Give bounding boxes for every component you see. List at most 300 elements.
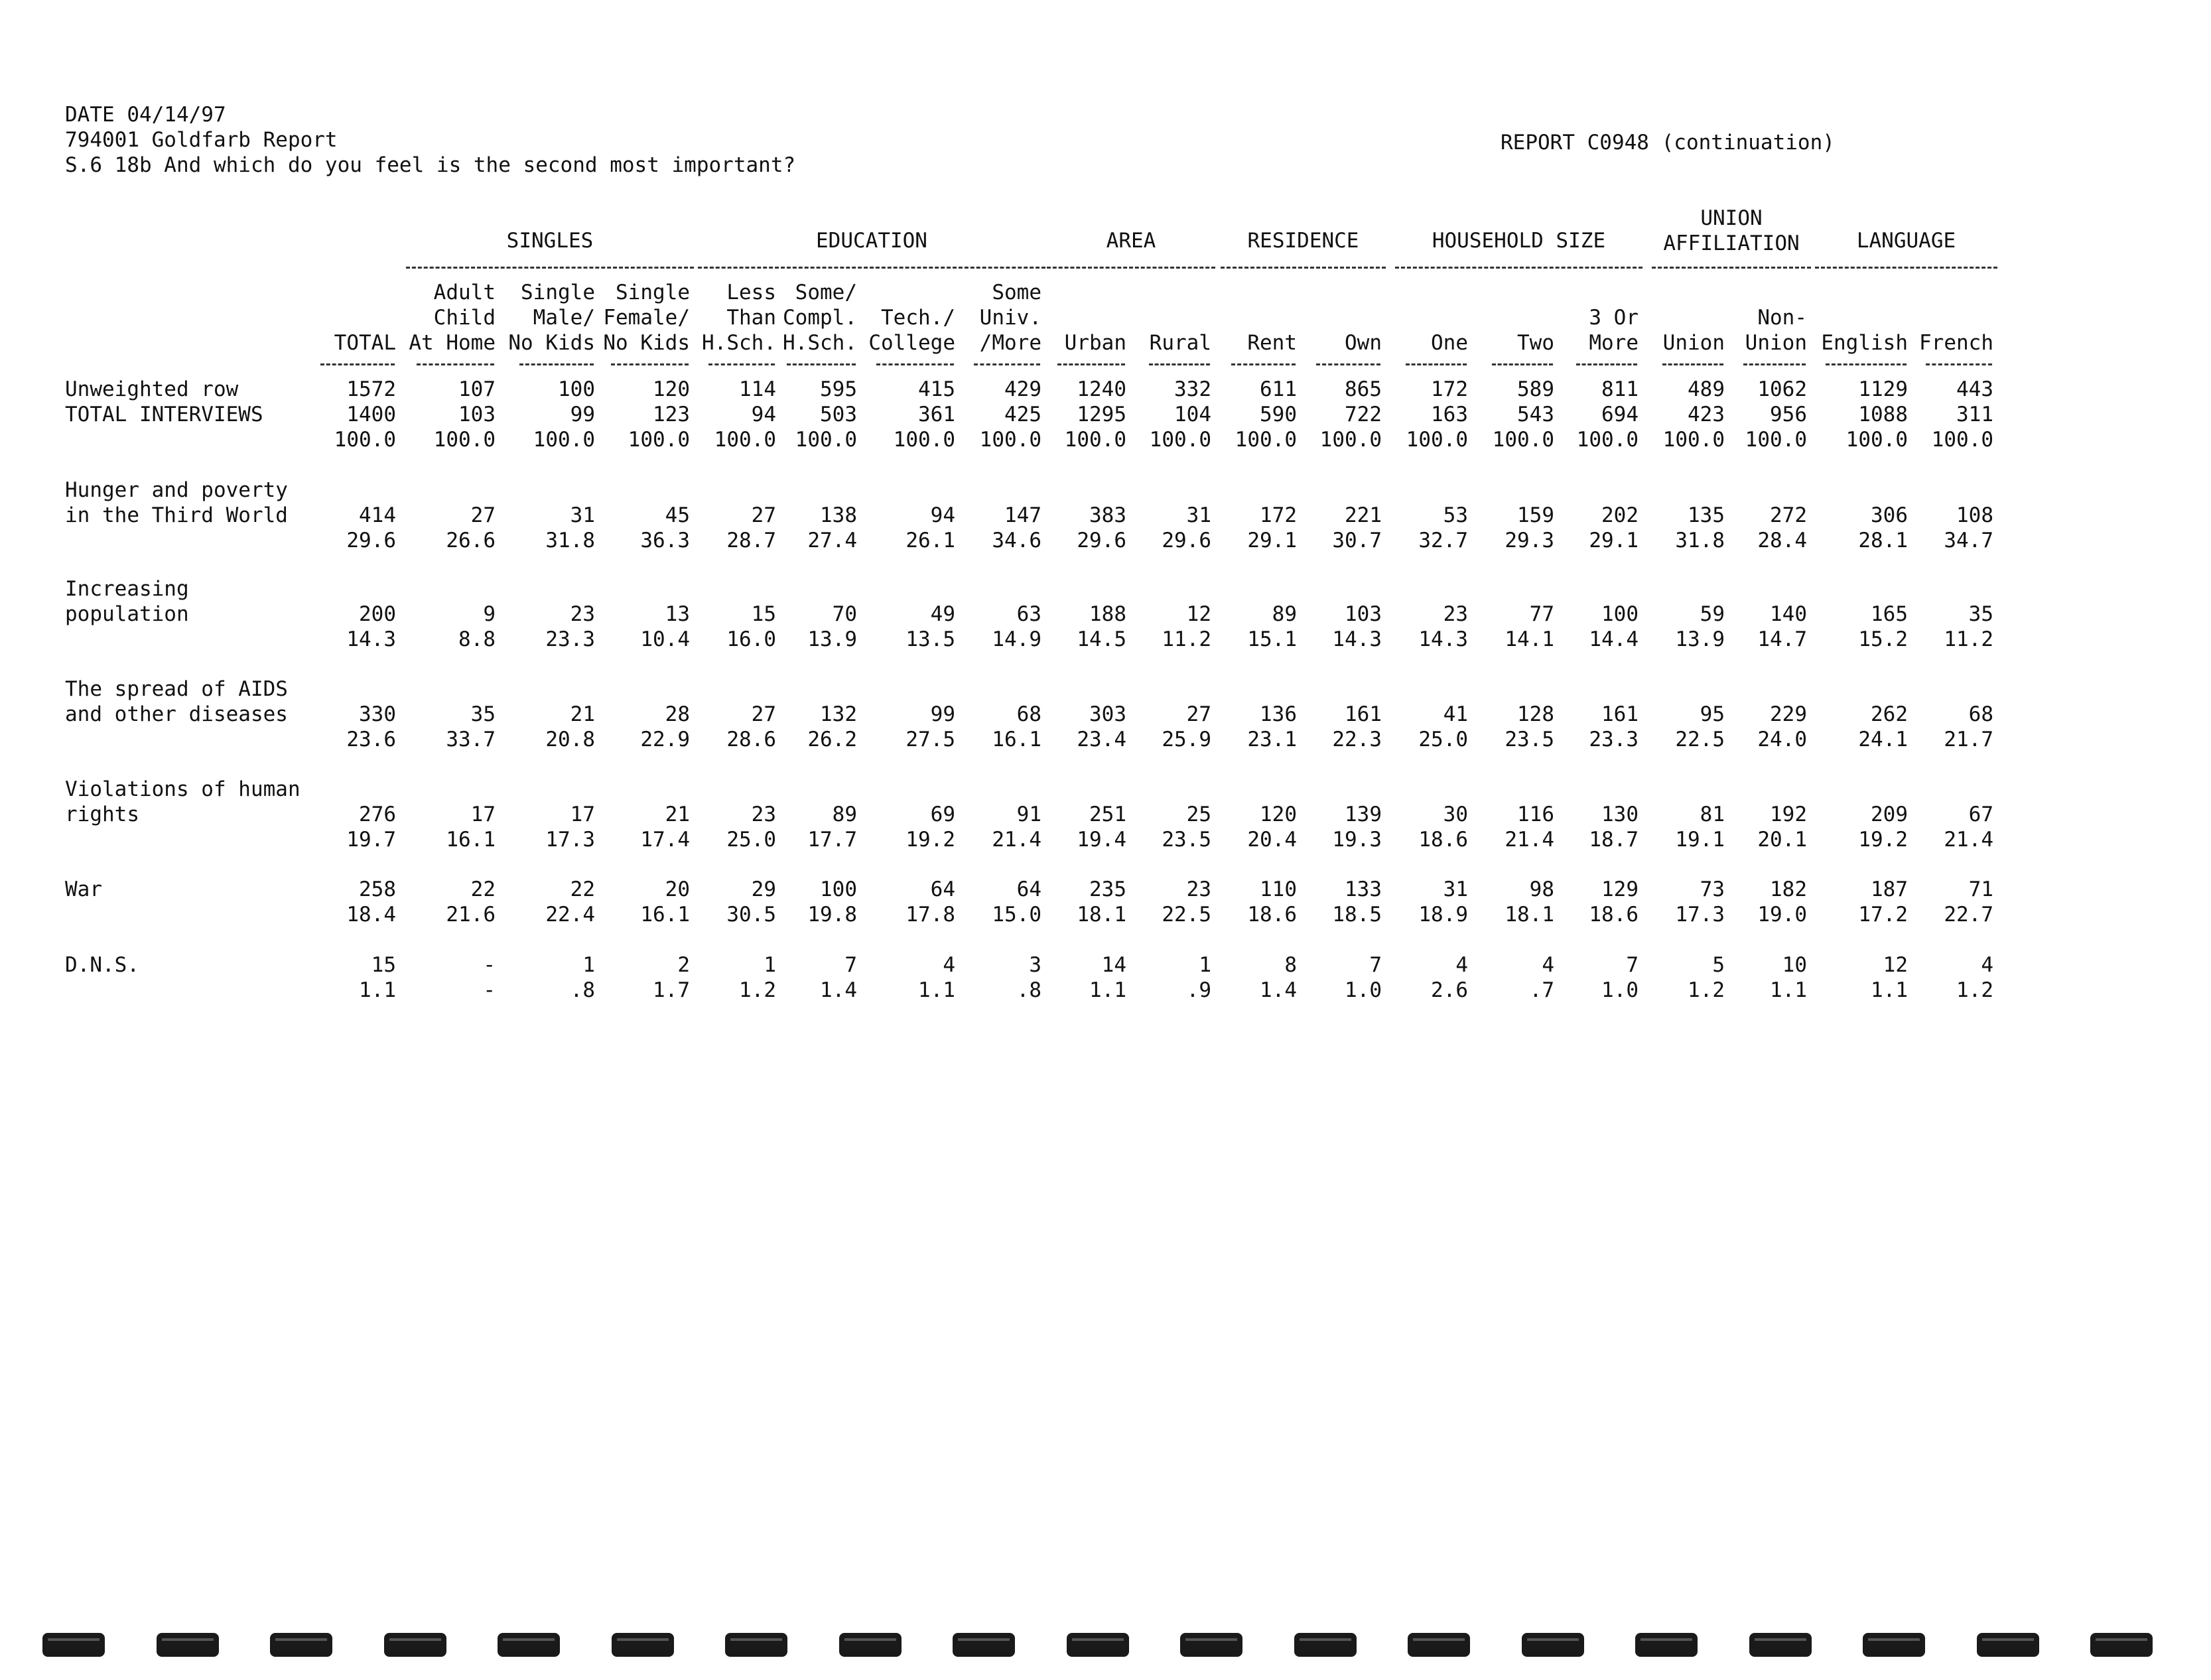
table-cell: 5 — [1712, 953, 1725, 977]
column-header-rule — [1492, 363, 1553, 365]
perforation-hole — [1522, 1633, 1584, 1657]
table-cell: 1400 — [346, 403, 396, 426]
table-cell: 20.4 — [1247, 828, 1297, 852]
table-cell: 1.2 — [1956, 978, 1993, 1002]
table-cell: 258 — [359, 877, 396, 901]
table-cell: 13.5 — [905, 627, 955, 651]
table-cell: .8 — [570, 978, 595, 1002]
table-cell: 161 — [1345, 702, 1382, 726]
table-cell: 100.0 — [628, 428, 690, 452]
table-cell: 27 — [470, 503, 496, 527]
table-cell: 19.4 — [1077, 828, 1126, 852]
table-cell: 31.8 — [1675, 529, 1725, 552]
table-cell: 100.0 — [1662, 428, 1725, 452]
table-cell: 22.4 — [545, 903, 595, 927]
table-cell: 13 — [665, 602, 690, 626]
table-cell: 2 — [677, 953, 690, 977]
table-cell: 91 — [1016, 803, 1041, 826]
column-header: Tech./ College — [868, 306, 955, 355]
table-cell: 19.0 — [1757, 903, 1807, 927]
table-cell: 1.1 — [1089, 978, 1126, 1002]
report-id: REPORT C0948 (continuation) — [1501, 131, 1835, 155]
table-cell: 28.6 — [726, 728, 776, 751]
column-group-rule — [1395, 267, 1642, 269]
table-cell: 138 — [820, 503, 857, 527]
table-cell: 383 — [1089, 503, 1126, 527]
table-cell: 188 — [1089, 602, 1126, 626]
table-cell: 139 — [1345, 803, 1382, 826]
table-cell: 28.4 — [1757, 529, 1807, 552]
table-cell: 27 — [751, 702, 776, 726]
column-header-rule — [1826, 363, 1907, 365]
table-cell: 29.6 — [1077, 529, 1126, 552]
table-cell: 99 — [930, 702, 955, 726]
table-cell: 129 — [1601, 877, 1639, 901]
column-header: French — [1919, 331, 1993, 355]
report-name: 794001 Goldfarb Report — [65, 128, 338, 152]
table-cell: 11.2 — [1162, 627, 1211, 651]
perforation-hole — [839, 1633, 902, 1657]
table-cell: 120 — [653, 377, 690, 401]
table-cell: 865 — [1345, 377, 1382, 401]
table-cell: 27 — [751, 503, 776, 527]
table-cell: 16.0 — [726, 627, 776, 651]
table-cell: 3 — [1029, 953, 1041, 977]
table-cell: 23.3 — [545, 627, 595, 651]
table-cell: 8 — [1284, 953, 1297, 977]
column-header: Some Univ. /More — [979, 281, 1041, 355]
table-cell: 7 — [1369, 953, 1382, 977]
column-header-rule — [1316, 363, 1380, 365]
table-cell: 17.8 — [905, 903, 955, 927]
table-cell: 30 — [1443, 803, 1468, 826]
table-cell: 100.0 — [795, 428, 857, 452]
table-cell: 100.0 — [1149, 428, 1211, 452]
table-cell: 159 — [1517, 503, 1554, 527]
table-cell: 23.5 — [1505, 728, 1554, 751]
table-cell: 100.0 — [533, 428, 595, 452]
table-cell: 69 — [930, 803, 955, 826]
table-cell: 200 — [359, 602, 396, 626]
table-cell: 311 — [1956, 403, 1993, 426]
table-cell: 14.1 — [1505, 627, 1554, 651]
table-cell: 30.5 — [726, 903, 776, 927]
table-cell: 22 — [470, 877, 496, 901]
table-cell: 31.8 — [545, 529, 595, 552]
table-cell: 16.1 — [992, 728, 1041, 751]
table-cell: 103 — [1345, 602, 1382, 626]
table-cell: 23.4 — [1077, 728, 1126, 751]
table-cell: 23.6 — [346, 728, 396, 751]
table-cell: 100.0 — [1406, 428, 1468, 452]
table-cell: 64 — [1016, 877, 1041, 901]
table-cell: .7 — [1529, 978, 1554, 1002]
table-cell: 23 — [570, 602, 595, 626]
table-cell: 16.1 — [640, 903, 690, 927]
table-cell: 192 — [1770, 803, 1807, 826]
table-cell: 25.0 — [1418, 728, 1468, 751]
column-header-rule — [787, 363, 856, 365]
table-cell: 17.3 — [1675, 903, 1725, 927]
row-label: Increasing population — [65, 577, 189, 626]
table-cell: 35 — [470, 702, 496, 726]
table-cell: 100.0 — [1064, 428, 1126, 452]
table-cell: 128 — [1517, 702, 1554, 726]
table-cell: 19.7 — [346, 828, 396, 852]
table-cell: 8.8 — [458, 627, 496, 651]
column-header: English — [1821, 331, 1908, 355]
table-cell: 95 — [1700, 702, 1725, 726]
column-header: 3 Or More — [1589, 306, 1639, 355]
table-cell: 14.5 — [1077, 627, 1126, 651]
column-header: Non- Union — [1745, 306, 1807, 355]
table-cell: .8 — [1016, 978, 1041, 1002]
table-cell: 100.0 — [1576, 428, 1639, 452]
table-cell: 32.7 — [1418, 529, 1468, 552]
table-cell: 67 — [1968, 803, 1993, 826]
table-cell: 18.4 — [346, 903, 396, 927]
table-cell: 694 — [1601, 403, 1639, 426]
table-cell: 18.6 — [1418, 828, 1468, 852]
table-cell: 27.4 — [807, 529, 857, 552]
table-cell: 100.0 — [893, 428, 955, 452]
table-cell: 272 — [1770, 503, 1807, 527]
table-cell: 100.0 — [979, 428, 1041, 452]
table-cell: 98 — [1529, 877, 1554, 901]
table-cell: 22 — [570, 877, 595, 901]
perforation-hole — [157, 1633, 219, 1657]
table-cell: 28.7 — [726, 529, 776, 552]
table-cell: 73 — [1700, 877, 1725, 901]
table-cell: 306 — [1871, 503, 1908, 527]
table-cell: 29.6 — [346, 529, 396, 552]
table-cell: 589 — [1517, 377, 1554, 401]
table-cell: 30.7 — [1332, 529, 1382, 552]
table-cell: 23.3 — [1589, 728, 1639, 751]
table-cell: 116 — [1517, 803, 1554, 826]
table-cell: 332 — [1174, 377, 1211, 401]
table-cell: 59 — [1700, 602, 1725, 626]
table-cell: 1088 — [1858, 403, 1908, 426]
table-cell: 14.7 — [1757, 627, 1807, 651]
table-cell: 1.0 — [1345, 978, 1382, 1002]
table-cell: 21.6 — [446, 903, 496, 927]
table-cell: 14 — [1101, 953, 1126, 977]
table-cell: 17 — [470, 803, 496, 826]
table-cell: 361 — [918, 403, 955, 426]
table-cell: 1 — [764, 953, 776, 977]
table-cell: 303 — [1089, 702, 1126, 726]
table-cell: 89 — [1272, 602, 1297, 626]
table-cell: 71 — [1968, 877, 1993, 901]
table-cell: 18.6 — [1247, 903, 1297, 927]
column-header: Single Female/ No Kids — [603, 281, 690, 355]
column-header-rule — [320, 363, 395, 365]
table-cell: 135 — [1688, 503, 1725, 527]
table-cell: 27.5 — [905, 728, 955, 751]
table-cell: 209 — [1871, 803, 1908, 826]
table-cell: 15 — [751, 602, 776, 626]
table-cell: 17.2 — [1858, 903, 1908, 927]
table-cell: 503 — [820, 403, 857, 426]
table-cell: 330 — [359, 702, 396, 726]
table-cell: 423 — [1688, 403, 1725, 426]
table-cell: 1240 — [1077, 377, 1126, 401]
table-cell: 100.0 — [1845, 428, 1908, 452]
table-cell: 22.7 — [1944, 903, 1993, 927]
table-cell: 1.0 — [1601, 978, 1639, 1002]
table-cell: 18.1 — [1505, 903, 1554, 927]
table-cell: 23.5 — [1162, 828, 1211, 852]
perforation-hole — [384, 1633, 446, 1657]
table-cell: 31 — [1186, 503, 1211, 527]
table-cell: 1.2 — [739, 978, 776, 1002]
table-cell: 4 — [943, 953, 955, 977]
table-cell: 19.3 — [1332, 828, 1382, 852]
table-cell: 100.0 — [1319, 428, 1382, 452]
table-cell: 21 — [665, 803, 690, 826]
table-cell: 17.3 — [545, 828, 595, 852]
column-header: Two — [1517, 331, 1554, 355]
column-header: Urban — [1064, 331, 1126, 355]
table-cell: 41 — [1443, 702, 1468, 726]
table-cell: 2.6 — [1431, 978, 1468, 1002]
column-group-rule — [698, 267, 1045, 269]
table-cell: 19.8 — [807, 903, 857, 927]
column-group-label: HOUSEHOLD SIZE — [1432, 229, 1606, 253]
column-header-rule — [1406, 363, 1467, 365]
table-cell: 25.9 — [1162, 728, 1211, 751]
table-cell: 70 — [832, 602, 857, 626]
table-cell: 31 — [1443, 877, 1468, 901]
table-cell: 108 — [1956, 503, 1993, 527]
perforation-hole — [612, 1633, 674, 1657]
table-cell: 100 — [820, 877, 857, 901]
table-cell: 19.2 — [1858, 828, 1908, 852]
table-cell: 100.0 — [1931, 428, 1993, 452]
perforation-hole — [1294, 1633, 1357, 1657]
table-cell: 107 — [458, 377, 496, 401]
table-cell: 18.5 — [1332, 903, 1382, 927]
table-cell: 163 — [1431, 403, 1468, 426]
column-header-rule — [1576, 363, 1637, 365]
table-cell: 29.1 — [1589, 529, 1639, 552]
table-cell: 53 — [1443, 503, 1468, 527]
table-cell: 1 — [1199, 953, 1211, 977]
table-cell: 17.4 — [640, 828, 690, 852]
table-cell: 22.3 — [1332, 728, 1382, 751]
column-group-rule — [1047, 267, 1215, 269]
table-cell: 29.3 — [1505, 529, 1554, 552]
table-cell: 26.6 — [446, 529, 496, 552]
column-header-rule — [1743, 363, 1806, 365]
table-cell: 9 — [483, 602, 496, 626]
table-cell: 49 — [930, 602, 955, 626]
table-cell: 811 — [1601, 377, 1639, 401]
column-header: Union — [1662, 331, 1725, 355]
table-cell: 100.0 — [1745, 428, 1807, 452]
table-cell: 103 — [458, 403, 496, 426]
table-cell: 34.6 — [992, 529, 1041, 552]
table-cell: 1295 — [1077, 403, 1126, 426]
table-cell: 172 — [1260, 503, 1297, 527]
table-cell: 229 — [1770, 702, 1807, 726]
column-group-header — [406, 228, 694, 253]
table-cell: 136 — [1260, 702, 1297, 726]
table-cell: 1572 — [346, 377, 396, 401]
table-cell: 4 — [1981, 953, 1993, 977]
table-cell: 7 — [1626, 953, 1639, 977]
table-cell: 415 — [918, 377, 955, 401]
table-cell: 14.3 — [346, 627, 396, 651]
table-cell: 187 — [1871, 877, 1908, 901]
table-cell: 29 — [751, 877, 776, 901]
table-cell: 251 — [1089, 803, 1126, 826]
table-cell: 25.0 — [726, 828, 776, 852]
table-cell: 20 — [665, 877, 690, 901]
perforation-hole — [1977, 1633, 2039, 1657]
column-group-header — [1815, 228, 1997, 253]
table-cell: 956 — [1770, 403, 1807, 426]
table-cell: 12 — [1186, 602, 1211, 626]
column-group-label: EDUCATION — [816, 229, 927, 253]
table-cell: 123 — [653, 403, 690, 426]
perforation-hole — [270, 1633, 332, 1657]
column-header: Own — [1345, 331, 1382, 355]
perforation-hole — [725, 1633, 787, 1657]
table-cell: 13.9 — [1675, 627, 1725, 651]
column-group-rule — [406, 267, 694, 269]
column-header: Less Than H.Sch. — [702, 281, 776, 355]
table-cell: 34.7 — [1944, 529, 1993, 552]
table-cell: 19.2 — [905, 828, 955, 852]
table-cell: 14.9 — [992, 627, 1041, 651]
table-cell: 114 — [739, 377, 776, 401]
table-cell: 1.2 — [1688, 978, 1725, 1002]
perforation-hole — [498, 1633, 560, 1657]
perforation-hole — [2090, 1633, 2153, 1657]
table-cell: 100 — [558, 377, 595, 401]
table-cell: 1.4 — [820, 978, 857, 1002]
column-group-header — [1395, 228, 1642, 253]
question-text: S.6 18b And which do you feel is the second most important? — [65, 153, 796, 177]
table-cell: 722 — [1345, 403, 1382, 426]
column-group-label: RESIDENCE — [1247, 229, 1359, 253]
table-cell: 35 — [1968, 602, 1993, 626]
table-cell: 25 — [1186, 803, 1211, 826]
column-header-rule — [1926, 363, 1992, 365]
column-header-rule — [417, 363, 494, 365]
table-cell: 29.6 — [1162, 529, 1211, 552]
table-cell: 23 — [1186, 877, 1211, 901]
column-header: Some/ Compl. H.Sch. — [783, 281, 857, 355]
column-header-rule — [974, 363, 1040, 365]
table-cell: 489 — [1688, 377, 1725, 401]
table-cell: 18.9 — [1418, 903, 1468, 927]
table-cell: 172 — [1431, 377, 1468, 401]
table-cell: 21.4 — [1944, 828, 1993, 852]
table-cell: 4 — [1542, 953, 1554, 977]
table-cell: 22.9 — [640, 728, 690, 751]
table-cell: 590 — [1260, 403, 1297, 426]
table-cell: 147 — [1004, 503, 1041, 527]
column-group-label: LANGUAGE — [1856, 229, 1956, 253]
row-label: D.N.S. — [65, 953, 139, 977]
table-cell: 161 — [1601, 702, 1639, 726]
row-label: War — [65, 877, 102, 901]
perforation-hole — [1749, 1633, 1812, 1657]
table-cell: 94 — [930, 503, 955, 527]
table-cell: 132 — [820, 702, 857, 726]
table-cell: 100.0 — [714, 428, 776, 452]
table-cell: 120 — [1260, 803, 1297, 826]
table-cell: 15.2 — [1858, 627, 1908, 651]
table-cell: 443 — [1956, 377, 1993, 401]
column-header-rule — [1149, 363, 1210, 365]
table-cell: 425 — [1004, 403, 1041, 426]
table-cell: 21.4 — [992, 828, 1041, 852]
table-cell: 7 — [844, 953, 857, 977]
table-cell: 24.1 — [1858, 728, 1908, 751]
table-cell: 104 — [1174, 403, 1211, 426]
table-cell: 235 — [1089, 877, 1126, 901]
table-cell: 543 — [1517, 403, 1554, 426]
table-cell: 28 — [665, 702, 690, 726]
perforation-hole — [1635, 1633, 1698, 1657]
row-label: The spread of AIDS and other diseases — [65, 677, 288, 726]
table-cell: 21 — [570, 702, 595, 726]
column-header-rule — [519, 363, 594, 365]
table-cell: 18.1 — [1077, 903, 1126, 927]
table-cell: 10.4 — [640, 627, 690, 651]
table-cell: 18.6 — [1589, 903, 1639, 927]
table-cell: 77 — [1529, 602, 1554, 626]
table-cell: 89 — [832, 803, 857, 826]
table-cell: 14.3 — [1332, 627, 1382, 651]
column-header-rule — [611, 363, 689, 365]
table-cell: 81 — [1700, 803, 1725, 826]
table-cell: 23 — [751, 803, 776, 826]
table-cell: .9 — [1186, 978, 1211, 1002]
table-cell: 1.1 — [1770, 978, 1807, 1002]
row-label: Hunger and poverty in the Third World — [65, 478, 288, 527]
perforation-hole — [1408, 1633, 1470, 1657]
column-header: Rural — [1149, 331, 1211, 355]
column-header: One — [1431, 331, 1468, 355]
table-cell: 27 — [1186, 702, 1211, 726]
table-cell: 595 — [820, 377, 857, 401]
table-cell: 133 — [1345, 877, 1382, 901]
table-cell: 23.1 — [1247, 728, 1297, 751]
table-cell: 130 — [1601, 803, 1639, 826]
table-cell: 221 — [1345, 503, 1382, 527]
table-cell: 1.1 — [1871, 978, 1908, 1002]
table-cell: 22.5 — [1675, 728, 1725, 751]
table-cell: 33.7 — [446, 728, 496, 751]
table-cell: 26.2 — [807, 728, 857, 751]
table-cell: 429 — [1004, 377, 1041, 401]
table-cell: 17.7 — [807, 828, 857, 852]
table-cell: 94 — [751, 403, 776, 426]
report-date: DATE 04/14/97 — [65, 103, 226, 127]
column-header-rule — [1231, 363, 1296, 365]
table-cell: 262 — [1871, 702, 1908, 726]
table-cell: 13.9 — [807, 627, 857, 651]
table-cell: 202 — [1601, 503, 1639, 527]
column-header-rule — [1662, 363, 1723, 365]
table-cell: - — [483, 953, 496, 977]
table-cell: 276 — [359, 803, 396, 826]
